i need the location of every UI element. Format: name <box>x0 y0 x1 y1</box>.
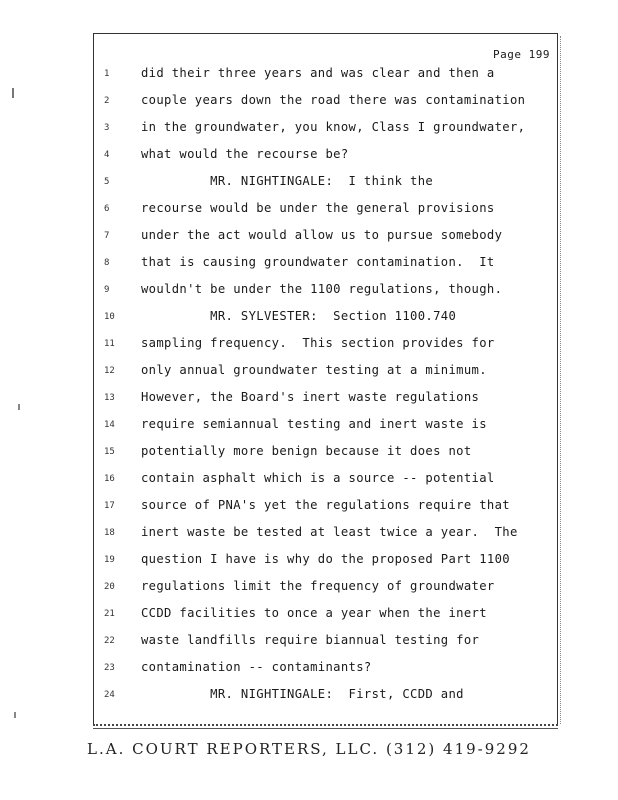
transcript-line <box>0 578 618 605</box>
transcript-line <box>0 308 618 335</box>
line-text: CCDD facilities to once a year when the inert <box>141 606 487 620</box>
line-number: 5 <box>104 177 110 187</box>
line-number: 17 <box>104 501 115 511</box>
line-text: MR. NIGHTINGALE: I think the <box>141 174 434 188</box>
transcript-line <box>0 281 618 308</box>
line-number: 7 <box>104 231 110 241</box>
line-text: However, the Board's inert waste regulations <box>141 390 480 404</box>
line-number: 22 <box>104 636 115 646</box>
line-text: question I have is why do the proposed Part 1100 <box>141 552 510 566</box>
line-text: in the groundwater, you know, Class I groundwater, <box>141 120 526 134</box>
transcript-line <box>0 524 618 551</box>
line-text: under the act would allow us to pursue somebody <box>141 228 503 242</box>
line-number: 19 <box>104 555 115 565</box>
line-text: that is causing groundwater contamination. It <box>141 255 495 269</box>
line-number: 3 <box>104 123 110 133</box>
transcript-line <box>0 686 618 713</box>
transcript-line <box>0 335 618 362</box>
line-text: MR. NIGHTINGALE: First, CCDD and <box>141 687 464 701</box>
transcript-line <box>0 146 618 173</box>
line-text: potentially more benign because it does not <box>141 444 472 458</box>
transcript-line <box>0 200 618 227</box>
line-text: contamination -- contaminants? <box>141 660 372 674</box>
line-text: regulations limit the frequency of groundwater <box>141 579 495 593</box>
line-text: contain asphalt which is a source -- potential <box>141 471 495 485</box>
line-text: what would the recourse be? <box>141 147 349 161</box>
transcript-line <box>0 497 618 524</box>
transcript-line <box>0 173 618 200</box>
line-text: source of PNA's yet the regulations require that <box>141 498 510 512</box>
line-number: 10 <box>104 312 115 322</box>
page-number: Page 199 <box>493 48 550 61</box>
page-bottom-rule <box>93 728 558 729</box>
line-number: 8 <box>104 258 110 268</box>
line-text: wouldn't be under the 1100 regulations, though. <box>141 282 503 296</box>
transcript-line <box>0 416 618 443</box>
line-number: 18 <box>104 528 115 538</box>
transcript-line <box>0 65 618 92</box>
line-number: 20 <box>104 582 115 592</box>
line-text: only annual groundwater testing at a minimum. <box>141 363 487 377</box>
line-number: 1 <box>104 69 110 79</box>
transcript-line <box>0 605 618 632</box>
line-number: 12 <box>104 366 115 376</box>
line-text: inert waste be tested at least twice a year. The <box>141 525 518 539</box>
line-number: 15 <box>104 447 115 457</box>
line-number: 16 <box>104 474 115 484</box>
line-number: 13 <box>104 393 115 403</box>
page-bottom-border <box>93 724 558 726</box>
line-number: 2 <box>104 96 110 106</box>
transcript-line <box>0 470 618 497</box>
line-text: MR. SYLVESTER: Section 1100.740 <box>141 309 457 323</box>
line-number: 9 <box>104 285 110 295</box>
transcript-line <box>0 227 618 254</box>
line-number: 11 <box>104 339 115 349</box>
line-number: 23 <box>104 663 115 673</box>
transcript-line <box>0 443 618 470</box>
line-number: 14 <box>104 420 115 430</box>
line-text: couple years down the road there was contamination <box>141 93 526 107</box>
line-number: 4 <box>104 150 110 160</box>
line-text: require semiannual testing and inert waste is <box>141 417 487 431</box>
transcript-line <box>0 659 618 686</box>
transcript-line <box>0 362 618 389</box>
transcript-line <box>0 254 618 281</box>
transcript-line <box>0 551 618 578</box>
transcript-line <box>0 92 618 119</box>
line-text: did their three years and was clear and then a <box>141 66 495 80</box>
transcript-line <box>0 119 618 146</box>
transcript-line <box>0 389 618 416</box>
line-text: sampling frequency. This section provides for <box>141 336 495 350</box>
line-text: recourse would be under the general provisions <box>141 201 495 215</box>
line-text: waste landfills require biannual testing for <box>141 633 480 647</box>
line-number: 24 <box>104 690 115 700</box>
court-reporter-footer: L.A. COURT REPORTERS, LLC. (312) 419-9292 <box>87 740 531 758</box>
transcript-line <box>0 632 618 659</box>
line-number: 21 <box>104 609 115 619</box>
line-number: 6 <box>104 204 110 214</box>
